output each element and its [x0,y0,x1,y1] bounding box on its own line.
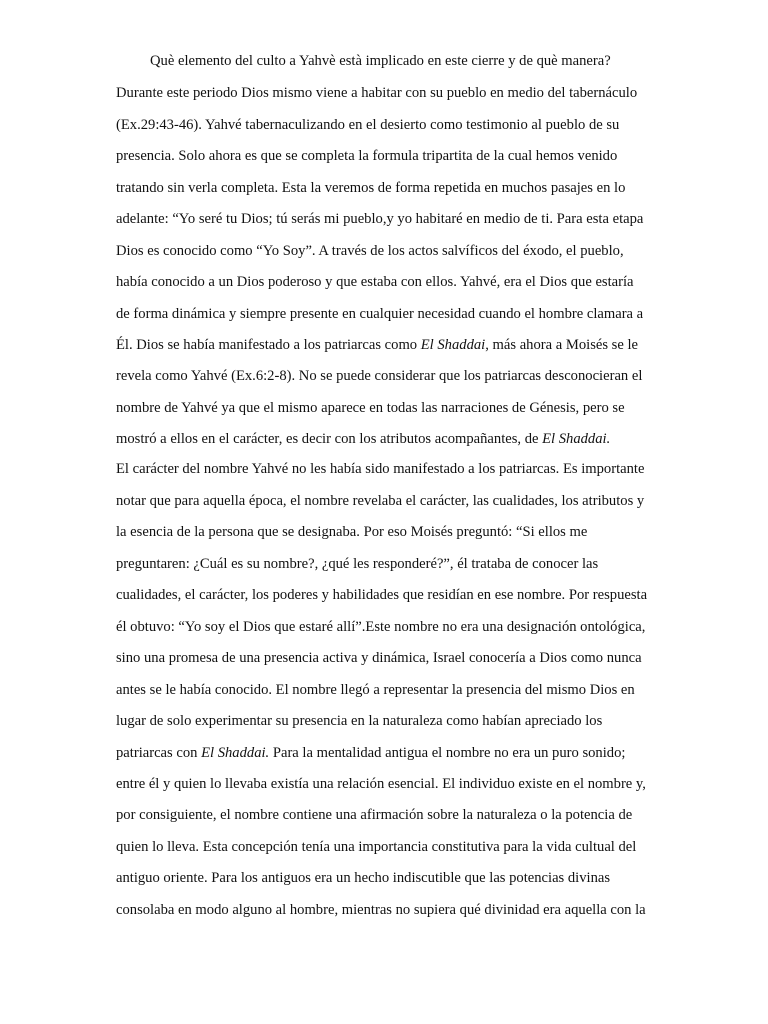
text-line-13: El carácter del nombre Yahvé no les había sido manifestado a los patriarcas. Es importante [116,461,645,477]
text-line-17: cualidades, el carácter, los poderes y habilidades que residían en ese nombre. Por respuesta [116,587,648,603]
text-line-15: la esencia de la persona que se designaba. Por eso Moisés preguntó: “Si ellos me [116,524,588,540]
text-line-4: tratando sin verla completa. Esta la veremos de forma repetida en muchos pasajes en lo [116,180,626,196]
text-line-8: de forma dinámica y siempre presente en cualquier necesidad cuando el hombre clamara a [116,306,644,322]
text-line-14: notar que para aquella época, el nombre revelaba el carácter, las cualidades, los atributos y [116,493,645,509]
text-line-2: (Ex.29:43-46). Yahvé tabernaculizando en el desierto como testimonio al pueblo de su [116,117,620,133]
text-line-5: adelante: “Yo seré tu Dios; tú serás mi pueblo,y yo habitaré en medio de ti. Para esta etapa [116,211,644,227]
text-line-21: lugar de solo experimentar su presencia en la naturaleza como habían apreciado los [116,713,603,729]
text-line-7: había conocido a un Dios poderoso y que estaba con ellos. Yahvé, era el Dios que estaría [116,274,634,290]
text-line-3: presencia. Solo ahora es que se completa la formula tripartita de la cual hemos venido [116,148,618,164]
text-line-12 [116,429,610,449]
text-segment: Él. Dios se había manifestado a los patriarcas como [116,337,421,353]
text-line-23: entre él y quien lo llevaba existía una relación esencial. El individuo existe en el nombre y, [116,776,646,792]
text-line-18: él obtuvo: “Yo soy el Dios que estaré allí”.Este nombre no era una designación ontológica, [116,619,646,635]
italic-term: El Shaddai. [542,431,611,447]
text-line-25: quien lo lleva. Esta concepción tenía una importancia constitutiva para la vida cultual del [116,839,637,855]
text-line-10: revela como Yahvé (Ex.6:2-8). No se puede considerar que los patriarcas desconocieran el [116,368,643,384]
text-line-19: sino una promesa de una presencia activa y dinámica, Israel conocería a Dios como nunca [116,650,642,666]
text-line-6: Dios es conocido como “Yo Soy”. A través de los actos salvíficos del éxodo, el pueblo, [116,243,624,259]
text-line-9 [116,335,638,355]
text-line-26: antiguo oriente. Para los antiguos era un hecho indiscutible que las potencias divinas [116,870,611,886]
text-line-27: consolaba en modo alguno al hombre, mientras no supiera qué divinidad era aquella con la [116,902,646,918]
text-line-16: preguntaren: ¿Cuál es su nombre?, ¿qué les responderé?”, él trataba de conocer las [116,556,599,572]
text-line-11: nombre de Yahvé ya que el mismo aparece en todas las narraciones de Génesis, pero se [116,400,625,416]
text-line-20: antes se le había conocido. El nombre llegó a representar la presencia del mismo Dios en [116,682,635,698]
question-heading: Què elemento del culto a Yahvè està implicado en este cierre y de què manera? [150,53,611,69]
text-line-24: por consiguiente, el nombre contiene una afirmación sobre la naturaleza o la potencia de [116,807,633,823]
text-segment: patriarcas con [116,745,202,761]
italic-term: El Shaddai. [201,745,270,761]
text-line-22 [116,743,625,763]
italic-term: El Shaddai [420,337,486,353]
text-segment: , más ahora a Moisés se le [485,337,639,353]
text-line-1: Durante este periodo Dios mismo viene a habitar con su pueblo en medio del tabernáculo [116,85,638,101]
text-segment: Para la mentalidad antigua el nombre no era un puro sonido; [269,745,626,761]
text-segment: mostró a ellos en el carácter, es decir con los atributos acompañantes, de [116,431,543,447]
